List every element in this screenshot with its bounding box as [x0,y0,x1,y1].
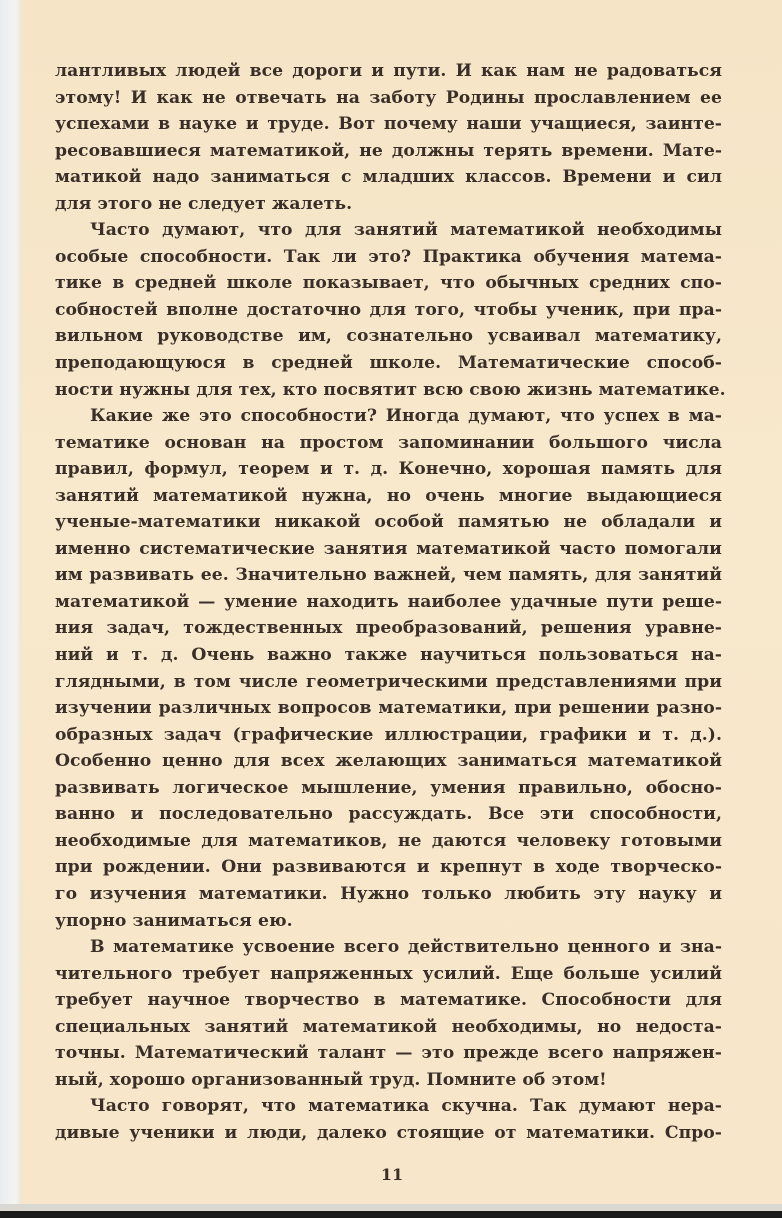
text-line: ности нужны для тех, кто посвятит всю свою жизнь математике. [55,379,726,400]
text-line: глядными, в том числе геометрическими представлениями при [55,671,722,692]
text-line: требует научное творчество в математике. Способности для [55,990,722,1011]
text-line: этому! И как не отвечать на заботу Родины прославлением ее [55,87,722,108]
paragraph-1 [55,58,722,217]
scan-bottom-border [0,1211,782,1218]
text-line: занятий математикой нужна, но очень многие выдающиеся [55,485,722,506]
paragraph-2 [55,217,726,403]
scan-left-margin [0,0,22,1210]
text-line: ученые-математики никакой особой памятью не обладали и [55,512,722,533]
text-line: именно систематические занятия математикой часто помогали [55,538,722,559]
text-line: им развивать ее. Значительно важней, чем память, для занятий [55,565,722,586]
text-line: успехами в науке и труде. Вот почему наши учащиеся, заинте- [55,114,722,135]
text-line: точны. Математический талант — это прежде всего напряжен- [55,1043,722,1064]
text-line: упорно заниматься ею. [55,910,293,931]
text-line: Особенно ценно для всех желающих заниматься математикой [55,751,722,772]
text-line: матикой надо заниматься с младших классов. Времени и сил [55,167,722,188]
text-line: преподающуюся в средней школе. Математические способ- [55,353,722,374]
scan-bottom-edge [0,1204,782,1211]
text-line: Часто думают, что для занятий математикой необходимы [90,220,722,241]
text-line: образных задач (графические иллюстрации, графики и т. д.). [55,724,722,745]
text-line: собностей вполне достаточно для того, чтобы ученик, при пра- [55,299,722,320]
text-line: особые способности. Так ли это? Практика обучения матема- [55,246,722,267]
text-line: чительного требует напряженных усилий. Еще больше усилий [55,963,722,984]
text-line: при рождении. Они развиваются и крепнут в ходе творческо- [55,857,722,878]
text-line: дивые ученики и люди, далеко стоящие от математики. Спро- [55,1122,722,1143]
text-line: Часто говорят, что математика скучна. Так думают нера- [90,1096,722,1117]
page-number: 11 [380,1165,404,1184]
paragraph-5 [55,1093,722,1146]
text-line: развивать логическое мышление, умения правильно, обосно- [55,777,722,798]
text-line: тематике основан на простом запоминании большого числа [55,432,722,453]
text-line: вильном руководстве им, сознательно усваивал математику, [55,326,722,347]
text-line: тике в средней школе показывает, что обычных средних спо- [55,273,722,294]
text-line: лантливых людей все дороги и пути. И как нам не радоваться [55,61,722,81]
text-line: специальных занятий математикой необходимы, но недоста- [55,1016,722,1037]
text-line: ванно и последовательно рассуждать. Все эти способности, [55,804,722,825]
text-line: математикой — умение находить наиболее удачные пути реше- [55,591,722,612]
text-line: ний и т. д. Очень важно также научиться пользоваться на- [55,645,722,666]
text-line: ния задач, тождественных преобразований, решения уравне- [55,618,722,639]
page-body-text [55,58,726,1146]
text-line: Какие же это способности? Иногда думают, что успех в ма- [90,406,722,427]
text-line: изучении различных вопросов математики, при решении разно- [55,698,722,719]
text-line: правил, формул, теорем и т. д. Конечно, хорошая память для [55,459,722,480]
text-line: го изучения математики. Нужно только любить эту науку и [55,883,722,904]
text-line: В математике усвоение всего действительно ценного и зна- [90,937,722,958]
text-line: ресовавшиеся математикой, не должны терять времени. Мате- [55,140,722,161]
text-line: ный, хорошо организованный труд. Помните об этом! [55,1069,607,1090]
text-line: для этого не следует жалеть. [55,193,353,214]
text-line: необходимые для математиков, не даются человеку готовыми [55,830,722,851]
paragraph-3 [55,403,722,934]
paragraph-4 [55,934,722,1093]
